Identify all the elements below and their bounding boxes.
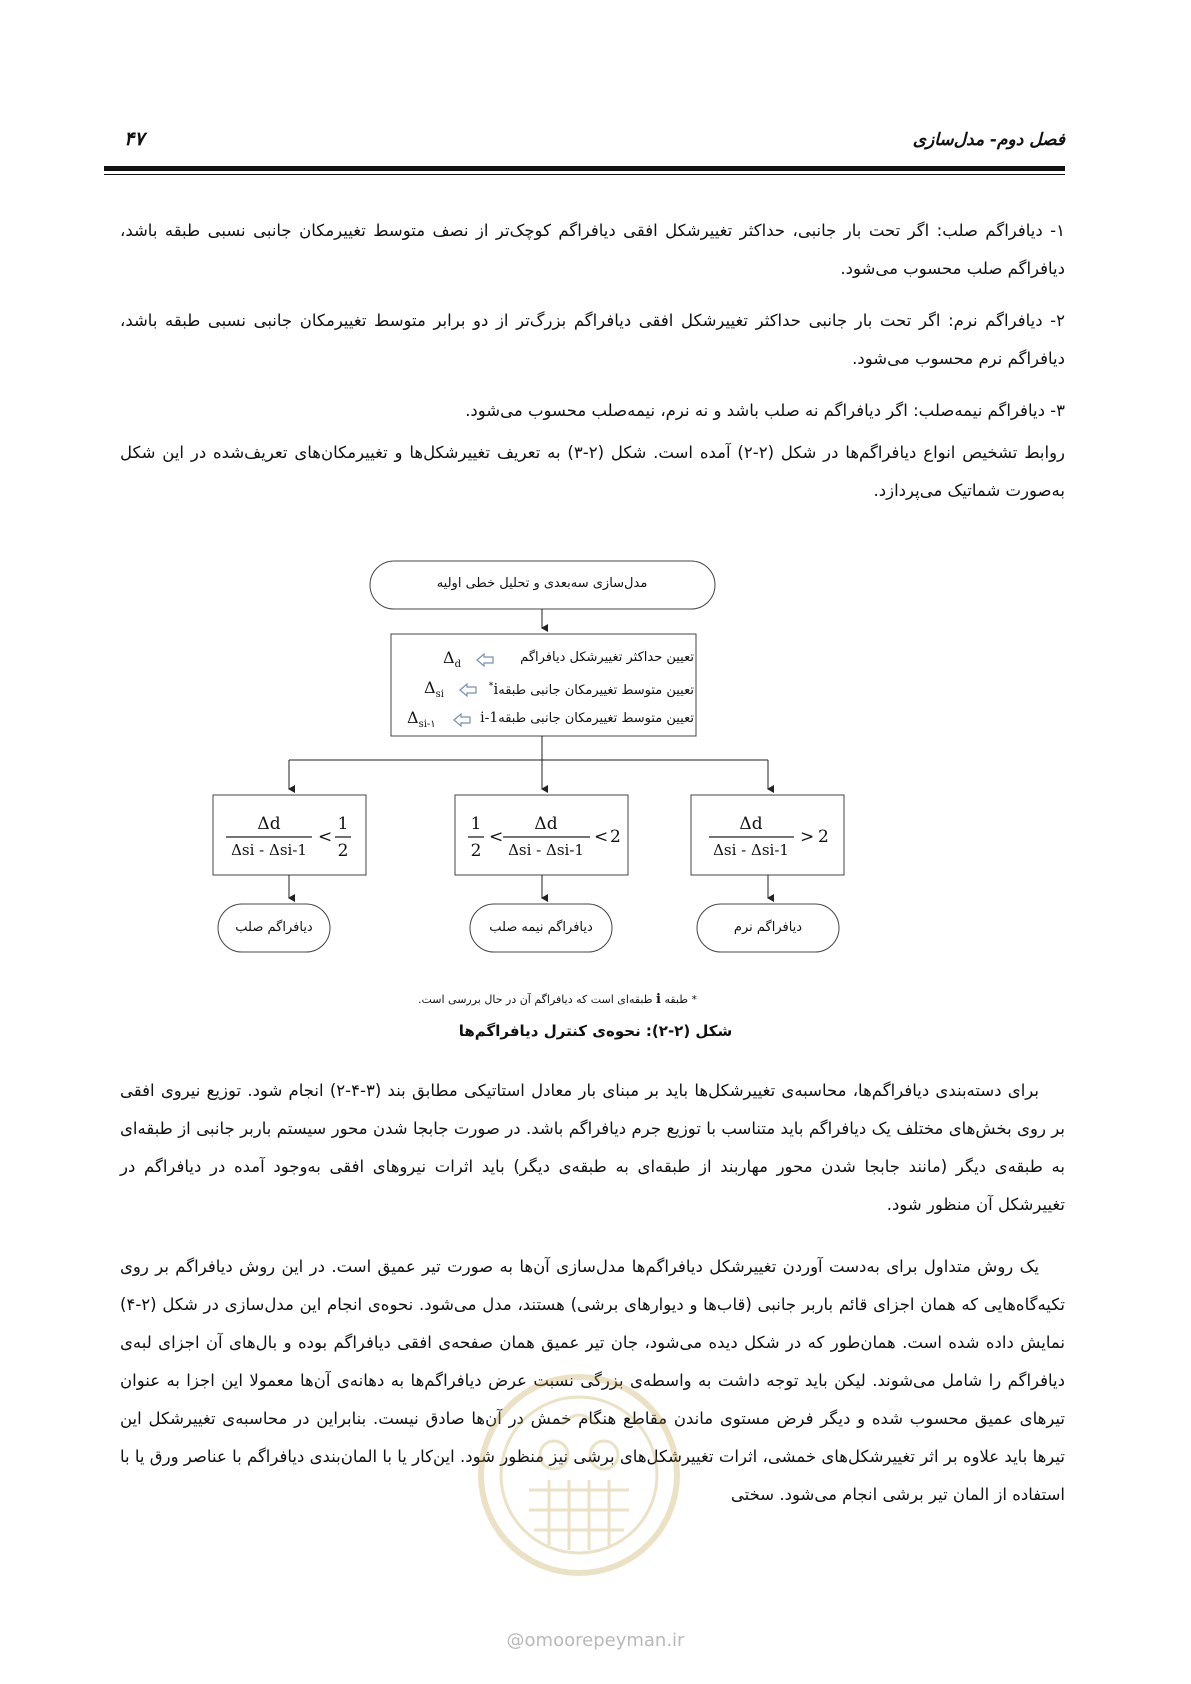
cond-right-denominator: Δsi - Δsi-1 (713, 841, 789, 859)
cond-left-relation: < (318, 827, 333, 847)
delta-si-symbol: $\Delta_{si}$ (424, 678, 444, 701)
cond-left-rhs-den: 2 (337, 841, 349, 861)
paragraph-classification-method: برای دسته‌بندی دیافراگم‌ها، محاسبه‌ی تغییرشکل‌ها باید بر مبنای بار معادل استاتیکی مطابق بند (۳-۴-۲) انجام شود. توزیع نیروی افقی بر روی بخش‌های مختلف یک دیافراگم باید متناسب با توزیع جرم دیافراگم باشد. در صورت جابجا شدن محور سیستم باربر جانبی از طبقه‌ای به طبقه‌ی دیگر (مانند جابجا شدن محور مهاربند از طبقه‌ای به طبقه‌ی دیگر) باید اثرات نیروهای افقی به‌وجود آمده در دیافراگم در تغییرشکل آن منظور شود. (120, 1081, 1065, 1214)
header-rule-thin (104, 174, 1065, 175)
cond-mid-lhs-den: 2 (470, 841, 482, 861)
step-max-deformation (520, 650, 694, 665)
hollow-arrow-icon (454, 714, 470, 726)
cond-mid-denominator: Δsi - Δsi-1 (508, 841, 584, 859)
cond-left-rhs-num: 1 (337, 814, 349, 834)
page-number: ۴۷ (124, 128, 145, 150)
cond-left-denominator: Δsi - Δsi-1 (231, 841, 307, 859)
paragraph-rigid-diaphragm: ۱- دیافراگم صلب: اگر تحت بار جانبی، حداکثر تغییرشکل افقی دیافراگم کوچک‌تر از نصف متوسط تغییرمکان جانبی نسبی طبقه باشد، دیافراگم صلب محسوب می‌شود. (120, 221, 1065, 278)
cond-right-rhs: 2 (818, 827, 829, 847)
cond-mid-rhs: 2 (610, 827, 621, 847)
step-label: تعیین حداکثر تغییرشکل دیافراگم (520, 650, 694, 665)
figure-caption: شکل (۲-۲): نحوه‌ی کنترل دیافراگم‌ها (458, 1022, 733, 1040)
cond-left-numerator: Δd (257, 814, 281, 834)
watermark-url: @omoorepeyman.ir (506, 1630, 685, 1651)
step-story-drift-i-1 (480, 710, 694, 726)
chapter-title: فصل دوم- مدل‌سازی (912, 130, 1065, 150)
hollow-arrow-icon (460, 684, 476, 696)
delta-d-symbol: $\Delta_d$ (443, 648, 461, 671)
result-rigid: دیافراگم صلب (235, 920, 313, 935)
result-semirigid: دیافراگم نیمه صلب (489, 920, 593, 935)
result-flexible: دیافراگم نرم (733, 920, 803, 935)
header-rule-thick (104, 166, 1065, 171)
paragraph-flexible-diaphragm: ۲- دیافراگم نرم: اگر تحت بار جانبی حداکثر تغییرشکل افقی دیافراگم بزرگ‌تر از دو برابر متوسط تغییرمکان جانبی نسبی طبقه باشد، دیافراگم نرم محسوب می‌شود. (120, 311, 1065, 368)
hollow-arrow-icon (477, 654, 493, 666)
paragraph-figure-reference: روابط تشخیص انواع دیافراگم‌ها در شکل (۲-۲) آمده است. شکل (۲-۳) به تعریف تغییرشکل‌ها و تغییرمکان‌های تعریف‌شده در این شکل به‌صورت شماتیک می‌پردازد. (120, 443, 1066, 500)
step-label: تعیین متوسط تغییرمکان جانبی طبقه (498, 683, 694, 698)
start-terminal-label: مدل‌سازی سه‌بعدی و تحلیل خطی اولیه (436, 576, 648, 591)
cond-mid-lhs-num: 1 (470, 814, 482, 834)
paragraph-semirigid-diaphragm: ۳- دیافراگم نیمه‌صلب: اگر دیافراگم نه صلب باشد و نه نرم، نیمه‌صلب محسوب می‌شود. (465, 401, 1065, 420)
figure-footnote: * طبقه i طبقه‌ای است که دیافراگم آن در حال بررسی است. (417, 992, 697, 1007)
story-var: i-1 (480, 710, 499, 726)
step-label: تعیین متوسط تغییرمکان جانبی طبقه (498, 711, 694, 726)
cond-mid-relation-right: < (594, 827, 609, 847)
cond-mid-relation-left: < (489, 827, 504, 847)
paragraph-deep-beam-method: یک روش متداول برای به‌دست آوردن تغییرشکل دیافراگم‌ها مدل‌سازی آن‌ها به صورت تیر عمیق است. در این روش دیافراگم بر روی تکیه‌گاه‌هایی که همان اجزای قائم باربر جانبی (قاب‌ها و دیوارهای برشی) هستند، مدل می‌شود. نحوه‌ی انجام این مدل‌سازی در شکل (۲-۴) نمایش داده شده است. همان‌طور که در شکل دیده می‌شود، جان تیر عمیق همان صفحه‌ی افقی دیافراگم بوده و بال‌های آن اجزای لبه‌ی دیافراگم را شامل می‌شوند. لیکن باید توجه داشت به واسطه‌ی بزرگی نسبت عرض دیافراگم‌ها به دهانه‌ی آن‌ها معمولا این اجزا به عنوان تیرهای عمیق محسوب شده و دیگر فرض مستوی ماندن مقاطع هنگام خمش در آن‌ها صادق نیست. بنابراین در محاسبه‌ی تغییرشکل این تیرها باید علاوه بر اثر تغییرشکل‌های خمشی، اثرات تغییرشکل‌های برشی نیز منظور شود. این‌کار یا با المان‌بندی دیافراگم با عناصر ورق یا با استفاده از المان تیر برشی انجام می‌شود. سختی (120, 1257, 1065, 1504)
cond-right-relation: > (800, 827, 815, 847)
story-var: i (493, 680, 499, 698)
step-story-drift-i: تعیین متوسط تغییرمکان جانبی طبقهi* (488, 680, 694, 698)
cond-right-numerator: Δd (739, 814, 763, 834)
cond-mid-numerator: Δd (534, 814, 558, 834)
seal-logo-icon (474, 1370, 684, 1580)
condition-box-left (213, 795, 366, 875)
delta-si-1-symbol: $\Delta_{si-۱}$ (407, 708, 436, 731)
